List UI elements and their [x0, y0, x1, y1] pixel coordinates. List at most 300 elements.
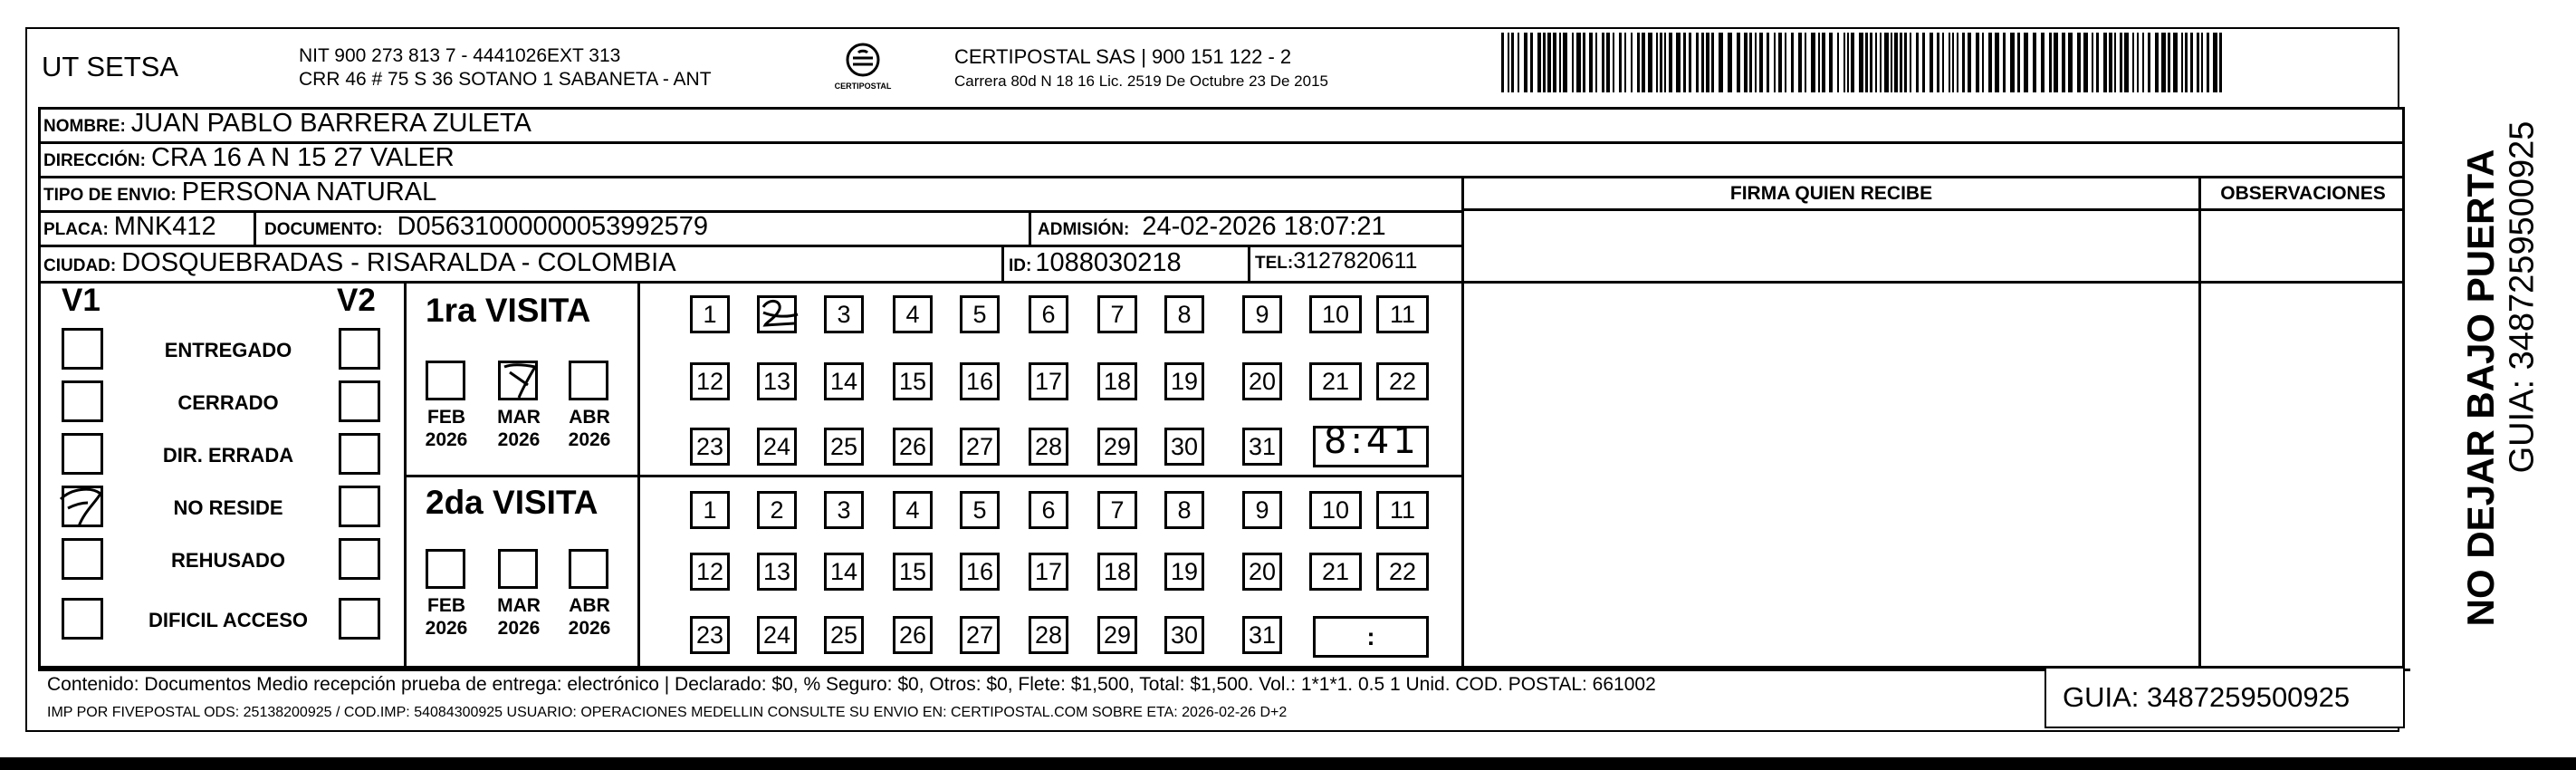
placa-value: MNK412: [113, 212, 216, 241]
tel-label: TEL:: [1255, 254, 1294, 273]
day-box[interactable]: [960, 616, 1000, 654]
ciudad-cell: [43, 248, 676, 278]
day-box[interactable]: [690, 491, 730, 529]
barcode-bar: [1576, 33, 1581, 92]
day-number: 6: [1041, 496, 1056, 524]
day-box[interactable]: [960, 362, 1000, 400]
nit-line: NIT 900 273 813 7 - 4441026EXT 313: [299, 45, 621, 66]
day-box[interactable]: [1029, 616, 1068, 654]
id-value: 1088030218: [1035, 248, 1182, 277]
barcode-bar: [1976, 33, 1979, 92]
day-box[interactable]: [1164, 295, 1204, 333]
barcode-bar: [1829, 33, 1833, 92]
certipostal-line-2: Carrera 80d N 18 16 Lic. 2519 De Octubre 23 De 2015: [954, 72, 1328, 90]
ciudad-value: DOSQUEBRADAS - RISARALDA - COLOMBIA: [121, 248, 676, 277]
day-box[interactable]: [1242, 553, 1282, 591]
month-checkbox[interactable]: [498, 361, 538, 400]
day-number: 2: [770, 496, 784, 524]
day-box[interactable]: [960, 491, 1000, 529]
status-label: DIFICIL ACCESO: [148, 609, 308, 631]
barcode-bar: [1995, 33, 1999, 92]
tel-value: 3127820611: [1293, 248, 1418, 274]
barcode-bar: [2054, 33, 2058, 92]
barcode-bar: [1822, 33, 1825, 92]
day-box[interactable]: [1164, 362, 1204, 400]
barcode-bar: [1518, 33, 1519, 92]
day-number: 16: [965, 367, 994, 395]
day-box[interactable]: [824, 295, 864, 333]
day-number: 11: [1389, 496, 1416, 524]
day-box[interactable]: [824, 428, 864, 466]
month-year: 2026: [568, 618, 611, 639]
barcode-bar: [2142, 33, 2144, 92]
v2-checkbox[interactable]: [339, 433, 380, 475]
day-box[interactable]: [893, 616, 933, 654]
nombre-value: JUAN PABLO BARRERA ZULETA: [130, 109, 531, 138]
day-number: 16: [965, 557, 994, 585]
footer-contenido: Contenido: Documentos Medio recepción prueba de entrega: electrónico | Declarado: $0, % Seguro: $0, Otros: $0, Flete: $1,500, Total: $1,500. Vol.: 1*1*1. 0.5 1 Unid. COD. POSTAL: 661002: [47, 674, 1656, 695]
barcode: [1501, 33, 2224, 92]
placa-cell: [43, 212, 216, 242]
visit2-time-box[interactable]: [1313, 616, 1429, 658]
day-box[interactable]: [824, 553, 864, 591]
barcode-bar: [2185, 33, 2188, 92]
day-box[interactable]: [1029, 295, 1068, 333]
direccion-row: [43, 143, 455, 173]
barcode-bar: [1894, 33, 1898, 92]
barcode-bar: [1706, 33, 1709, 92]
v2-checkbox[interactable]: [339, 598, 380, 640]
day-box[interactable]: [1097, 362, 1137, 400]
v2-checkbox[interactable]: [339, 380, 380, 422]
barcode-bar: [1660, 33, 1662, 92]
month-label: [415, 594, 478, 640]
barcode-bar: [1759, 33, 1763, 92]
month-name: ABR: [569, 407, 610, 428]
firma-left-divider: [1461, 176, 1464, 669]
barcode-bar: [1553, 33, 1556, 92]
status-label: ENTREGADO: [164, 339, 292, 361]
barcode-bar: [1595, 33, 1597, 92]
placa-label: PLACA:: [43, 220, 109, 239]
nombre-row: [43, 109, 531, 139]
barcode-bar: [1791, 33, 1794, 92]
day-box[interactable]: [1242, 616, 1282, 654]
footer-guia: GUIA: 3487259500925: [2063, 681, 2351, 713]
day-box[interactable]: [757, 362, 797, 400]
barcode-bar: [1922, 33, 1925, 92]
barcode-bar: [1798, 33, 1802, 92]
nombre-label: NOMBRE:: [43, 117, 126, 136]
barcode-bar: [2068, 33, 2073, 92]
barcode-bar: [1837, 33, 1839, 92]
day-box[interactable]: [757, 616, 797, 654]
day-number: 9: [1255, 300, 1269, 328]
day-number: 1: [703, 300, 717, 328]
barcode-bar: [2137, 33, 2139, 92]
day-number: 28: [1034, 621, 1063, 649]
barcode-bar: [1778, 33, 1782, 92]
day-box[interactable]: [1164, 616, 1204, 654]
day-number: 26: [898, 432, 927, 460]
day-number: 29: [1103, 621, 1132, 649]
month-checkbox[interactable]: [569, 361, 608, 400]
barcode-bar: [2092, 33, 2093, 92]
admision-divider: [1029, 210, 1031, 245]
barcode-bar: [2062, 33, 2065, 92]
day-box[interactable]: [1242, 295, 1282, 333]
barcode-bar: [1511, 33, 1514, 92]
documento-value: D05631000000053992579: [397, 212, 709, 241]
firma-label: FIRMA QUIEN RECIBE: [1729, 183, 1933, 204]
barcode-bar: [2132, 33, 2134, 92]
day-box[interactable]: [893, 428, 933, 466]
placa-divider: [254, 210, 256, 245]
observaciones-label: OBSERVACIONES: [2220, 183, 2386, 204]
month-year: 2026: [497, 429, 541, 450]
day-number: 4: [905, 496, 920, 524]
day-box[interactable]: [690, 295, 730, 333]
barcode-bar: [1942, 33, 1944, 92]
admision-label: ADMISIÓN:: [1038, 220, 1130, 239]
day-box[interactable]: [1309, 295, 1362, 333]
day-box[interactable]: [1242, 362, 1282, 400]
day-number: 9: [1255, 496, 1269, 524]
day-box[interactable]: [1029, 428, 1068, 466]
barcode-bar: [1884, 33, 1889, 92]
id-divider: [1001, 245, 1004, 281]
month-checkbox[interactable]: [426, 361, 465, 400]
month-name: MAR: [497, 595, 541, 616]
barcode-bar: [1916, 33, 1919, 92]
barcode-bar: [1701, 33, 1704, 92]
v1-checkbox[interactable]: [62, 538, 103, 580]
barcode-bar: [1737, 33, 1740, 92]
direccion-value: CRA 16 A N 15 27 VALER: [150, 143, 455, 172]
day-box[interactable]: [1164, 428, 1204, 466]
month-year: 2026: [497, 618, 541, 639]
day-box[interactable]: [1029, 362, 1068, 400]
barcode-bar: [1930, 33, 1933, 92]
barcode-bar: [1656, 33, 1658, 92]
barcode-bar: [1774, 33, 1776, 92]
barcode-bar: [1537, 33, 1541, 92]
barcode-bar: [2109, 33, 2112, 92]
month-year: 2026: [568, 429, 611, 450]
day-number: 14: [829, 367, 858, 395]
checkmark-icon: [55, 481, 110, 532]
tel-divider: [1248, 245, 1250, 281]
barcode-bar: [2096, 33, 2099, 92]
day-box[interactable]: [690, 553, 730, 591]
barcode-bar: [1648, 33, 1652, 92]
barcode-bar: [1583, 33, 1585, 92]
barcode-bar: [1696, 33, 1699, 92]
day-number: 25: [829, 432, 858, 460]
day-number: 18: [1103, 557, 1132, 585]
day-number: 13: [762, 367, 791, 395]
barcode-bar: [1875, 33, 1877, 92]
day-box[interactable]: [893, 491, 933, 529]
day-number: 14: [829, 557, 858, 585]
barcode-bar: [1744, 33, 1748, 92]
id-label: ID:: [1009, 256, 1032, 275]
day-box[interactable]: [1097, 428, 1137, 466]
admision-value: 24-02-2026 18:07:21: [1142, 212, 1386, 241]
barcode-bar: [1589, 33, 1593, 92]
status-label: CERRADO: [177, 391, 279, 414]
day-number: 8: [1177, 496, 1192, 524]
tipo-envio-row: [43, 178, 436, 207]
barcode-bar: [1563, 33, 1567, 92]
month-label: [487, 594, 551, 640]
barcode-bar: [1524, 33, 1527, 92]
day-box[interactable]: [1029, 491, 1068, 529]
visit2-time: :: [1366, 622, 1375, 650]
barcode-bar: [1642, 33, 1645, 92]
day-box[interactable]: [1097, 553, 1137, 591]
day-number: 20: [1248, 367, 1277, 395]
barcode-bar: [2219, 33, 2222, 92]
day-number: 3: [837, 300, 851, 328]
v2-checkbox[interactable]: [339, 486, 380, 527]
day-number: 18: [1103, 367, 1132, 395]
barcode-bar: [1547, 33, 1551, 92]
barcode-bar: [2049, 33, 2052, 92]
barcode-bar: [1624, 33, 1626, 92]
day-number: 10: [1321, 496, 1350, 524]
barcode-bar: [1602, 33, 1604, 92]
barcode-bar: [1962, 33, 1965, 92]
barcode-bar: [1957, 33, 1958, 92]
day-number: 24: [762, 432, 791, 460]
barcode-bar: [2181, 33, 2183, 92]
barcode-bar: [1811, 33, 1815, 92]
barcode-bar: [2114, 33, 2116, 92]
day-box[interactable]: [1309, 553, 1362, 591]
barcode-bar: [2168, 33, 2170, 92]
day-box[interactable]: [1164, 553, 1204, 591]
barcode-bar: [2148, 33, 2150, 92]
page-bottom-rule: [0, 757, 2576, 770]
day-number: 22: [1388, 557, 1417, 585]
barcode-bar: [2077, 33, 2081, 92]
no-dejar-text: NO DEJAR BAJO PUERTA: [2459, 149, 2502, 627]
day-box[interactable]: [757, 553, 797, 591]
documento-cell: [264, 212, 708, 242]
day-box[interactable]: [960, 295, 1000, 333]
barcode-bar: [1508, 33, 1509, 92]
day-box[interactable]: [824, 616, 864, 654]
barcode-bar: [2124, 33, 2129, 92]
day-number: 31: [1248, 432, 1277, 460]
day-number: 21: [1321, 557, 1350, 585]
visit1-title: 1ra VISITA: [426, 292, 591, 329]
barcode-bar: [1676, 33, 1681, 92]
day-box[interactable]: [1242, 428, 1282, 466]
barcode-bar: [1619, 33, 1622, 92]
day-box[interactable]: [960, 553, 1000, 591]
day-box[interactable]: [690, 428, 730, 466]
barcode-bar: [1900, 33, 1902, 92]
footer-imp: IMP POR FIVEPOSTAL ODS: 25138200925 / COD.IMP: 54084300925 USUARIO: OPERACIONES MEDELLIN CONSULTE SU ENVIO EN: CERTIPOSTAL.COM SOBRE ETA: 2026-02-26 D+2: [47, 705, 1288, 720]
barcode-bar: [1785, 33, 1786, 92]
barcode-bar: [2201, 33, 2203, 92]
day-number: 15: [898, 367, 927, 395]
day-number: 12: [695, 367, 724, 395]
visit-separator: [404, 475, 1461, 477]
visit2-title: 2da VISITA: [426, 484, 599, 521]
barcode-bar: [1847, 33, 1849, 92]
handwritten-mark-icon: [754, 294, 809, 334]
barcode-bar: [1613, 33, 1614, 92]
month-checkbox[interactable]: [498, 549, 538, 589]
obs-left-divider: [2198, 176, 2201, 669]
status-label: REHUSADO: [171, 549, 285, 572]
id-cell: [1009, 248, 1182, 278]
barcode-bar: [2155, 33, 2159, 92]
barcode-bar: [2207, 33, 2209, 92]
day-box[interactable]: [1309, 491, 1362, 529]
day-number: 6: [1041, 300, 1056, 328]
barcode-bar: [1543, 33, 1546, 92]
v1-checkbox[interactable]: [62, 486, 103, 527]
month-label: [487, 406, 551, 451]
barcode-bar: [1689, 33, 1691, 92]
barcode-bar: [1937, 33, 1939, 92]
day-number: 12: [695, 557, 724, 585]
certipostal-logo: [831, 40, 895, 101]
barcode-bar: [1870, 33, 1872, 92]
barcode-bar: [2103, 33, 2107, 92]
day-number: 24: [762, 621, 791, 649]
barcode-bar: [2003, 33, 2006, 92]
barcode-bar: [1818, 33, 1820, 92]
row-line-5: [38, 281, 2405, 284]
day-box[interactable]: [960, 428, 1000, 466]
day-box[interactable]: [824, 491, 864, 529]
month-checkbox[interactable]: [426, 549, 465, 589]
day-number: 1: [703, 496, 717, 524]
barcode-bar: [2010, 33, 2015, 92]
firma-header-line: [1461, 208, 2405, 211]
barcode-bar: [2041, 33, 2045, 92]
day-box[interactable]: [1376, 295, 1429, 333]
barcode-bar: [1865, 33, 1868, 92]
day-box[interactable]: [1242, 491, 1282, 529]
barcode-bar: [1501, 33, 1504, 92]
logo-wordmark: CERTIPOSTAL: [834, 82, 892, 91]
day-box[interactable]: [757, 428, 797, 466]
day-box[interactable]: [1097, 491, 1137, 529]
barcode-bar: [2083, 33, 2088, 92]
barcode-bar: [1711, 33, 1714, 92]
v2-checkbox[interactable]: [339, 538, 380, 580]
month-label: [558, 594, 621, 640]
day-box[interactable]: [1097, 616, 1137, 654]
barcode-bar: [2024, 33, 2028, 92]
barcode-bar: [1606, 33, 1610, 92]
day-number: 13: [762, 557, 791, 585]
day-number: 7: [1110, 300, 1125, 328]
day-box[interactable]: [893, 362, 933, 400]
direccion-label: DIRECCIÓN:: [43, 151, 146, 170]
v1-checkbox[interactable]: [62, 433, 103, 475]
day-box[interactable]: [893, 553, 933, 591]
day-box[interactable]: [1309, 362, 1362, 400]
month-checkbox[interactable]: [569, 549, 608, 589]
day-number: 8: [1177, 300, 1192, 328]
barcode-bar: [2161, 33, 2166, 92]
status-label: DIR. ERRADA: [162, 444, 294, 467]
day-box[interactable]: [757, 491, 797, 529]
barcode-bar: [2190, 33, 2193, 92]
day-number: 29: [1103, 432, 1132, 460]
day-box[interactable]: [893, 295, 933, 333]
day-box[interactable]: [1376, 491, 1429, 529]
v1-checkbox[interactable]: [62, 380, 103, 422]
v2-checkbox[interactable]: [339, 328, 380, 370]
barcode-bar: [1891, 33, 1892, 92]
day-number: 28: [1034, 432, 1063, 460]
day-number: 22: [1388, 367, 1417, 395]
day-number: 31: [1248, 621, 1277, 649]
barcode-bar: [1719, 33, 1723, 92]
day-box[interactable]: [1376, 553, 1429, 591]
barcode-bar: [2033, 33, 2036, 92]
v1-checkbox[interactable]: [62, 328, 103, 370]
day-box[interactable]: [1097, 295, 1137, 333]
barcode-bar: [1669, 33, 1672, 92]
visit1-time: 8:41: [1324, 420, 1420, 462]
day-number: 5: [972, 300, 987, 328]
v1-label: V1: [62, 283, 101, 318]
barcode-bar: [1664, 33, 1666, 92]
v2-label: V2: [337, 283, 376, 318]
ciudad-label: CIUDAD:: [43, 256, 117, 275]
barcode-bar: [2017, 33, 2020, 92]
day-box[interactable]: [1164, 491, 1204, 529]
barcode-bar: [1728, 33, 1732, 92]
barcode-bar: [2173, 33, 2178, 92]
barcode-bar: [1805, 33, 1806, 92]
day-number: 7: [1110, 496, 1125, 524]
day-number: 21: [1321, 367, 1350, 395]
barcode-bar: [1968, 33, 1971, 92]
day-box[interactable]: [824, 362, 864, 400]
day-box[interactable]: [1376, 362, 1429, 400]
day-number: 19: [1170, 367, 1199, 395]
month-label: [558, 406, 621, 451]
day-box[interactable]: [690, 362, 730, 400]
month-name: FEB: [427, 407, 465, 428]
address-line: CRR 46 # 75 S 36 SOTANO 1 SABANETA - ANT: [299, 69, 712, 90]
day-box[interactable]: [690, 616, 730, 654]
barcode-bar: [1572, 33, 1574, 92]
barcode-bar: [1910, 33, 1911, 92]
barcode-bar: [1559, 33, 1561, 92]
company-name: UT SETSA: [42, 51, 179, 82]
day-number: 25: [829, 621, 858, 649]
day-number: 17: [1034, 557, 1063, 585]
day-box[interactable]: [757, 295, 797, 333]
day-number: 26: [898, 621, 927, 649]
day-number: 3: [837, 496, 851, 524]
side-guia-text: GUIA: 3487259500925: [2503, 120, 2542, 474]
day-box[interactable]: [1029, 553, 1068, 591]
v1-checkbox[interactable]: [62, 598, 103, 640]
day-number: 15: [898, 557, 927, 585]
